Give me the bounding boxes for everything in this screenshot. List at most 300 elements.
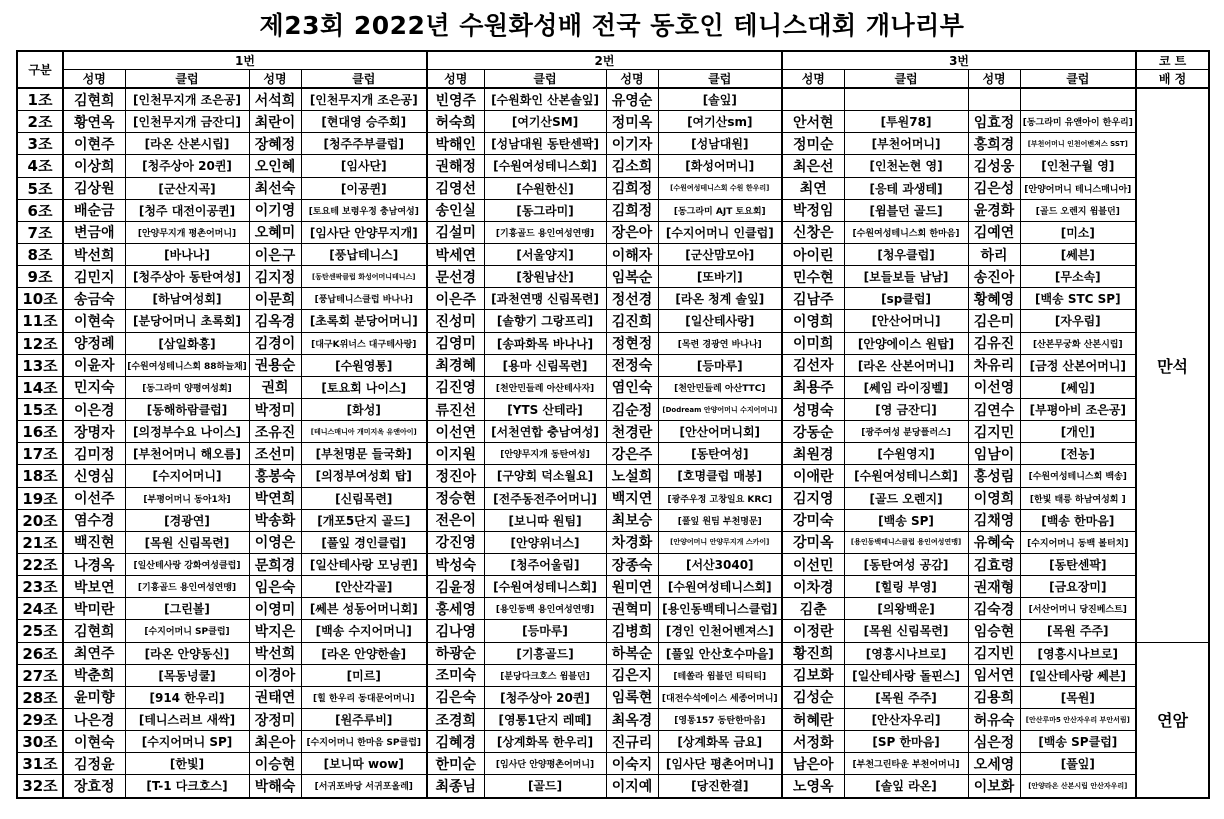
player-name-cell: 김희정 bbox=[606, 177, 658, 199]
player-name-cell: 윤경화 bbox=[968, 199, 1020, 221]
group-cell: 31조 bbox=[17, 753, 63, 775]
player-name-cell: 김경이 bbox=[249, 332, 301, 354]
player-name-cell: 서석희 bbox=[249, 88, 301, 111]
club-cell: [동탄여성 공감] bbox=[844, 553, 968, 575]
club-cell: [분당다크호스 윔블던] bbox=[484, 664, 606, 686]
table-row bbox=[17, 421, 1209, 443]
club-cell: [풀잎 경인클럽] bbox=[301, 531, 427, 553]
player-name-cell: 이보화 bbox=[968, 775, 1020, 798]
player-name-cell: 나은경 bbox=[63, 708, 125, 730]
player-name-cell: 김선자 bbox=[782, 354, 844, 376]
player-name-cell: 최경혜 bbox=[427, 354, 484, 376]
club-cell: [YTS 산테라] bbox=[484, 398, 606, 420]
club-cell: [수원한신] bbox=[484, 177, 606, 199]
club-cell: [동그라미 유앤아이 한우리] bbox=[1020, 111, 1136, 133]
player-name-cell: 김설미 bbox=[427, 221, 484, 243]
club-cell: [청주어울림] bbox=[484, 553, 606, 575]
club-cell: [풍납테니스클럽 바나나] bbox=[301, 288, 427, 310]
club-cell: [쎄븐 성동어머니회] bbox=[301, 598, 427, 620]
club-cell: [T-1 다크호스] bbox=[125, 775, 249, 798]
player-name-cell: 하복순 bbox=[606, 642, 658, 664]
club-cell: [영흥시나브로] bbox=[844, 642, 968, 664]
player-name-cell: 정미순 bbox=[782, 133, 844, 155]
table-row bbox=[17, 199, 1209, 221]
player-name-cell: 이기영 bbox=[249, 199, 301, 221]
player-name-cell: 한미순 bbox=[427, 753, 484, 775]
col-name: 성명 bbox=[249, 70, 301, 89]
player-name-cell: 배순금 bbox=[63, 199, 125, 221]
club-cell: [수원여성테니스회] bbox=[658, 576, 782, 598]
group-cell: 18조 bbox=[17, 465, 63, 487]
player-name-cell: 임서연 bbox=[968, 664, 1020, 686]
player-name-cell: 심은정 bbox=[968, 731, 1020, 753]
player-name-cell: 김은지 bbox=[606, 664, 658, 686]
club-cell: [라온 청계 솔잎] bbox=[658, 288, 782, 310]
club-cell: [원주루비] bbox=[301, 708, 427, 730]
player-name-cell: 이상희 bbox=[63, 155, 125, 177]
player-name-cell: 김남주 bbox=[782, 288, 844, 310]
group-cell: 27조 bbox=[17, 664, 63, 686]
club-cell: [안양무지개 동탄여성] bbox=[484, 443, 606, 465]
col-club: 클럽 bbox=[484, 70, 606, 89]
club-cell: [동그라미 양평여성회] bbox=[125, 376, 249, 398]
club-cell: [힐링 부영] bbox=[844, 576, 968, 598]
table-row bbox=[17, 376, 1209, 398]
club-cell: [투원78] bbox=[844, 111, 968, 133]
player-name-cell: 이현주 bbox=[63, 133, 125, 155]
player-name-cell: 조경희 bbox=[427, 708, 484, 730]
player-name-cell: 김영선 bbox=[427, 177, 484, 199]
player-name-cell: 장명자 bbox=[63, 421, 125, 443]
club-cell: [풀잎] bbox=[1020, 753, 1136, 775]
group-cell: 24조 bbox=[17, 598, 63, 620]
club-cell: [보니따 원팀] bbox=[484, 509, 606, 531]
club-cell: [수원여성테니스회 88하늘채] bbox=[125, 354, 249, 376]
player-name-cell: 이영희 bbox=[968, 487, 1020, 509]
player-name-cell: 이미희 bbox=[782, 332, 844, 354]
table-row bbox=[17, 708, 1209, 730]
player-name-cell: 이선연 bbox=[427, 421, 484, 443]
col-name: 성명 bbox=[63, 70, 125, 89]
player-name-cell: 최원경 bbox=[782, 443, 844, 465]
player-name-cell: 김지정 bbox=[249, 266, 301, 288]
club-cell: [라온 산본어머니] bbox=[844, 354, 968, 376]
player-name-cell: 홍봉숙 bbox=[249, 465, 301, 487]
club-cell bbox=[1020, 88, 1136, 111]
player-name-cell: 오세영 bbox=[968, 753, 1020, 775]
club-cell: [수원영지] bbox=[844, 443, 968, 465]
group-cell: 21조 bbox=[17, 531, 63, 553]
club-cell: [안양어머니 안양무지개 스카이] bbox=[658, 531, 782, 553]
club-cell: [목원 주주] bbox=[844, 686, 968, 708]
group-cell: 7조 bbox=[17, 221, 63, 243]
player-name-cell: 전은이 bbox=[427, 509, 484, 531]
club-cell: [수원여성테니스회] bbox=[484, 155, 606, 177]
club-cell: [용인동백 용인여성연맹] bbox=[484, 598, 606, 620]
club-cell: [수원여성테니스회 백송] bbox=[1020, 465, 1136, 487]
player-name-cell: 빈영주 bbox=[427, 88, 484, 111]
club-cell: [목원 신림목련] bbox=[844, 620, 968, 642]
club-cell: [동해하람클럽] bbox=[125, 398, 249, 420]
player-name-cell bbox=[782, 88, 844, 111]
group-cell: 13조 bbox=[17, 354, 63, 376]
club-cell: [부평아비 조은공] bbox=[1020, 398, 1136, 420]
club-cell: [안양에이스 원탑] bbox=[844, 332, 968, 354]
club-cell: [914 한우리] bbox=[125, 686, 249, 708]
club-cell: [백송 SP] bbox=[844, 509, 968, 531]
club-cell: [영통157 동탄한마음] bbox=[658, 708, 782, 730]
club-cell: [상계화목 한우리] bbox=[484, 731, 606, 753]
player-name-cell: 이선민 bbox=[782, 553, 844, 575]
table-row bbox=[17, 664, 1209, 686]
club-cell: [SP 한마음] bbox=[844, 731, 968, 753]
player-name-cell: 신영심 bbox=[63, 465, 125, 487]
player-name-cell: 권희 bbox=[249, 376, 301, 398]
player-name-cell: 김성웅 bbox=[968, 155, 1020, 177]
club-cell: [청주상아 20퀸] bbox=[484, 686, 606, 708]
player-name-cell: 홍세영 bbox=[427, 598, 484, 620]
player-name-cell: 황연옥 bbox=[63, 111, 125, 133]
club-cell: [기흥골드] bbox=[484, 642, 606, 664]
player-name-cell: 이기자 bbox=[606, 133, 658, 155]
club-cell: [인천무지개 금잔디] bbox=[125, 111, 249, 133]
club-cell: [동탄센팍] bbox=[1020, 553, 1136, 575]
group-cell: 32조 bbox=[17, 775, 63, 798]
table-row bbox=[17, 288, 1209, 310]
club-cell: [응테 과생테] bbox=[844, 177, 968, 199]
club-cell: [대전수석에이스 세종어머니] bbox=[658, 686, 782, 708]
player-name-cell: 김병희 bbox=[606, 620, 658, 642]
club-cell: [목원 주주] bbox=[1020, 620, 1136, 642]
group-cell: 20조 bbox=[17, 509, 63, 531]
group-cell: 10조 bbox=[17, 288, 63, 310]
table-row bbox=[17, 576, 1209, 598]
player-name-cell: 문희경 bbox=[249, 553, 301, 575]
club-cell: [송파화목 바나나] bbox=[484, 332, 606, 354]
club-cell: [목동넝쿨] bbox=[125, 664, 249, 686]
team2-header: 2번 bbox=[427, 51, 782, 70]
club-cell: [테쏠라 윔블던 티티티] bbox=[658, 664, 782, 686]
player-name-cell: 박보연 bbox=[63, 576, 125, 598]
player-name-cell: 강진영 bbox=[427, 531, 484, 553]
club-cell: [목원 신림목련] bbox=[125, 531, 249, 553]
table-row bbox=[17, 620, 1209, 642]
team1-header: 1번 bbox=[63, 51, 427, 70]
player-name-cell: 김미정 bbox=[63, 443, 125, 465]
table-row bbox=[17, 443, 1209, 465]
player-name-cell: 권용순 bbox=[249, 354, 301, 376]
group-header: 구분 bbox=[17, 51, 63, 88]
player-name-cell: 이영희 bbox=[782, 310, 844, 332]
player-name-cell: 이지예 bbox=[606, 775, 658, 798]
player-name-cell: 진규리 bbox=[606, 731, 658, 753]
player-name-cell: 황진희 bbox=[782, 642, 844, 664]
club-cell: [서울양지] bbox=[484, 243, 606, 265]
club-cell: [인천구월 영] bbox=[1020, 155, 1136, 177]
player-name-cell: 김채영 bbox=[968, 509, 1020, 531]
player-name-cell: 아이린 bbox=[782, 243, 844, 265]
player-name-cell: 이선주 bbox=[63, 487, 125, 509]
player-name-cell: 문선경 bbox=[427, 266, 484, 288]
group-cell: 28조 bbox=[17, 686, 63, 708]
group-cell: 23조 bbox=[17, 576, 63, 598]
court-assignment-second: 연암 bbox=[1136, 642, 1209, 797]
club-cell: [미르] bbox=[301, 664, 427, 686]
club-cell: [금정 산본어머니] bbox=[1020, 354, 1136, 376]
player-name-cell: 민수현 bbox=[782, 266, 844, 288]
player-name-cell: 최보승 bbox=[606, 509, 658, 531]
club-cell: [동탄여성] bbox=[658, 443, 782, 465]
table-row bbox=[17, 155, 1209, 177]
player-name-cell: 최연 bbox=[782, 177, 844, 199]
club-cell: [토요테 보령우정 충남여성] bbox=[301, 199, 427, 221]
player-name-cell: 남은아 bbox=[782, 753, 844, 775]
court-header-top: 코 트 bbox=[1136, 51, 1209, 70]
club-cell: [여기산SM] bbox=[484, 111, 606, 133]
club-cell: [풀잎 안산호수마을] bbox=[658, 642, 782, 664]
club-cell: [분당어머니 초록회] bbox=[125, 310, 249, 332]
player-name-cell: 차경화 bbox=[606, 531, 658, 553]
club-cell: [군산지곡] bbox=[125, 177, 249, 199]
club-cell: [골드 오렌지 윔블던] bbox=[1020, 199, 1136, 221]
club-cell: [솔향기 그랑프리] bbox=[484, 310, 606, 332]
player-name-cell: 노영옥 bbox=[782, 775, 844, 798]
club-cell: [부천어머니] bbox=[844, 133, 968, 155]
table-row bbox=[17, 598, 1209, 620]
club-cell: [인천무지개 조은공] bbox=[301, 88, 427, 111]
player-name-cell: 김지민 bbox=[968, 421, 1020, 443]
player-name-cell: 허유숙 bbox=[968, 708, 1020, 730]
player-name-cell: 김진희 bbox=[606, 310, 658, 332]
group-cell: 9조 bbox=[17, 266, 63, 288]
group-cell: 1조 bbox=[17, 88, 63, 111]
player-name-cell: 유영순 bbox=[606, 88, 658, 111]
player-name-cell: 송진아 bbox=[968, 266, 1020, 288]
club-cell: [수원여성테니스회 수원 한우리] bbox=[658, 177, 782, 199]
club-cell: [신림목련] bbox=[301, 487, 427, 509]
club-cell: [영통1단지 레떼] bbox=[484, 708, 606, 730]
col-club: 클럽 bbox=[658, 70, 782, 89]
table-row bbox=[17, 243, 1209, 265]
player-name-cell: 권해정 bbox=[427, 155, 484, 177]
player-name-cell: 정승현 bbox=[427, 487, 484, 509]
player-name-cell: 김유진 bbox=[968, 332, 1020, 354]
player-name-cell: 김숙경 bbox=[968, 598, 1020, 620]
court-header-bottom: 배 정 bbox=[1136, 70, 1209, 89]
club-cell: [일산테사랑 모닝퀸] bbox=[301, 553, 427, 575]
club-cell: [의정부여성회 탑] bbox=[301, 465, 427, 487]
player-name-cell: 황혜영 bbox=[968, 288, 1020, 310]
club-cell: [Dodream 안양어머니 수지어머니] bbox=[658, 398, 782, 420]
group-cell: 6조 bbox=[17, 199, 63, 221]
club-cell: [수지어머니] bbox=[125, 465, 249, 487]
group-cell: 30조 bbox=[17, 731, 63, 753]
club-cell: [테니스매니아 개미지옥 유앤아이] bbox=[301, 421, 427, 443]
club-cell: [수원여성테니스회 한마음] bbox=[844, 221, 968, 243]
club-cell: [성남대원] bbox=[658, 133, 782, 155]
group-cell: 26조 bbox=[17, 642, 63, 664]
player-name-cell: 김효령 bbox=[968, 553, 1020, 575]
player-name-cell: 진성미 bbox=[427, 310, 484, 332]
club-cell: [안산어머니] bbox=[844, 310, 968, 332]
player-name-cell: 민지숙 bbox=[63, 376, 125, 398]
player-name-cell: 노설희 bbox=[606, 465, 658, 487]
table-row bbox=[17, 310, 1209, 332]
club-cell bbox=[844, 88, 968, 111]
club-cell: [수지어머니 동백 볼터치] bbox=[1020, 531, 1136, 553]
club-cell: [수지어머니 SP] bbox=[125, 731, 249, 753]
player-name-cell bbox=[968, 88, 1020, 111]
club-cell: [백송 SP클럽] bbox=[1020, 731, 1136, 753]
table-row bbox=[17, 642, 1209, 664]
club-cell: [안산자우리] bbox=[844, 708, 968, 730]
player-name-cell: 김지영 bbox=[782, 487, 844, 509]
player-name-cell: 강은주 bbox=[606, 443, 658, 465]
player-name-cell: 이선영 bbox=[968, 376, 1020, 398]
club-cell: [수지어머니 한마음 SP클럽] bbox=[301, 731, 427, 753]
table-row bbox=[17, 88, 1209, 111]
player-name-cell: 임은숙 bbox=[249, 576, 301, 598]
club-cell: [당진한결] bbox=[658, 775, 782, 798]
player-name-cell: 김지빈 bbox=[968, 642, 1020, 664]
col-name: 성명 bbox=[968, 70, 1020, 89]
player-name-cell: 권재형 bbox=[968, 576, 1020, 598]
table-row bbox=[17, 266, 1209, 288]
table-row bbox=[17, 775, 1209, 798]
col-name: 성명 bbox=[606, 70, 658, 89]
player-name-cell: 이애란 bbox=[782, 465, 844, 487]
group-cell: 2조 bbox=[17, 111, 63, 133]
player-name-cell: 김희정 bbox=[606, 199, 658, 221]
club-cell: [라온 안양동신] bbox=[125, 642, 249, 664]
player-name-cell: 최용주 bbox=[782, 376, 844, 398]
club-cell: [골드] bbox=[484, 775, 606, 798]
club-cell: [전농] bbox=[1020, 443, 1136, 465]
player-name-cell: 김상원 bbox=[63, 177, 125, 199]
club-cell: [안양무지개 평촌어머니] bbox=[125, 221, 249, 243]
club-cell: [수원여성테니스회] bbox=[844, 465, 968, 487]
club-cell: [부천명문 들국화] bbox=[301, 443, 427, 465]
player-name-cell: 송인실 bbox=[427, 199, 484, 221]
player-name-cell: 전정숙 bbox=[606, 354, 658, 376]
player-name-cell: 백진현 bbox=[63, 531, 125, 553]
club-cell: [금요장미] bbox=[1020, 576, 1136, 598]
club-cell: [수지어머니 SP클럽] bbox=[125, 620, 249, 642]
club-cell: [등마루] bbox=[484, 620, 606, 642]
club-cell: [한빛 태릉 하남여성회 ] bbox=[1020, 487, 1136, 509]
club-cell: [군산맘모아] bbox=[658, 243, 782, 265]
player-name-cell: 박성숙 bbox=[427, 553, 484, 575]
club-cell: [수원영통] bbox=[301, 354, 427, 376]
club-cell: [기흥골드 용인여성연맹] bbox=[484, 221, 606, 243]
player-name-cell: 조선미 bbox=[249, 443, 301, 465]
club-cell: [목련 경광연 바나나] bbox=[658, 332, 782, 354]
player-name-cell: 김나영 bbox=[427, 620, 484, 642]
player-name-cell: 이해자 bbox=[606, 243, 658, 265]
club-cell: [쎄임] bbox=[1020, 376, 1136, 398]
player-name-cell: 하리 bbox=[968, 243, 1020, 265]
player-name-cell: 김성순 bbox=[782, 686, 844, 708]
player-name-cell: 이승현 bbox=[249, 753, 301, 775]
club-cell: [인천논현 영] bbox=[844, 155, 968, 177]
player-name-cell: 박정미 bbox=[249, 398, 301, 420]
player-name-cell: 박미란 bbox=[63, 598, 125, 620]
club-cell: [이공퀸] bbox=[301, 177, 427, 199]
player-name-cell: 정선경 bbox=[606, 288, 658, 310]
player-name-cell: 김윤정 bbox=[427, 576, 484, 598]
club-cell: [부평어머니 동아1차] bbox=[125, 487, 249, 509]
club-cell: [안양어머니 테니스매니아] bbox=[1020, 177, 1136, 199]
table-row bbox=[17, 531, 1209, 553]
club-cell: [청우클럽] bbox=[844, 243, 968, 265]
player-name-cell: 임효정 bbox=[968, 111, 1020, 133]
player-name-cell: 나경옥 bbox=[63, 553, 125, 575]
club-cell: [서귀포바당 서귀포올레] bbox=[301, 775, 427, 798]
player-name-cell: 최은선 bbox=[782, 155, 844, 177]
player-name-cell: 최연주 bbox=[63, 642, 125, 664]
player-name-cell: 김춘 bbox=[782, 598, 844, 620]
player-name-cell: 송금숙 bbox=[63, 288, 125, 310]
club-cell: [그린볼] bbox=[125, 598, 249, 620]
club-cell: [천안민들레 아산테사자] bbox=[484, 376, 606, 398]
club-cell: [개포5단지 골드] bbox=[301, 509, 427, 531]
club-cell: [테니스러브 새싹] bbox=[125, 708, 249, 730]
club-cell: [삼일화홍] bbox=[125, 332, 249, 354]
player-name-cell: 김용희 bbox=[968, 686, 1020, 708]
club-cell: [과천연맹 신림목련] bbox=[484, 288, 606, 310]
player-name-cell: 김예연 bbox=[968, 221, 1020, 243]
col-name: 성명 bbox=[782, 70, 844, 89]
club-cell: [자우림] bbox=[1020, 310, 1136, 332]
player-name-cell: 김보화 bbox=[782, 664, 844, 686]
player-name-cell: 허숙희 bbox=[427, 111, 484, 133]
club-cell: [안산루마5 안산자우리 부안서림] bbox=[1020, 708, 1136, 730]
player-name-cell: 최은아 bbox=[249, 731, 301, 753]
club-cell: [대구K위너스 대구테사랑] bbox=[301, 332, 427, 354]
player-name-cell: 허혜란 bbox=[782, 708, 844, 730]
club-cell: [보니따 wow] bbox=[301, 753, 427, 775]
club-cell: [동그라미] bbox=[484, 199, 606, 221]
player-name-cell: 장혜정 bbox=[249, 133, 301, 155]
club-cell: [한빛] bbox=[125, 753, 249, 775]
roster-body bbox=[17, 88, 1209, 798]
player-name-cell: 김영미 bbox=[427, 332, 484, 354]
club-cell: [라온 안양한솔] bbox=[301, 642, 427, 664]
group-cell: 14조 bbox=[17, 376, 63, 398]
club-cell: [수원여성테니스회] bbox=[484, 576, 606, 598]
player-name-cell: 홍희경 bbox=[968, 133, 1020, 155]
player-name-cell: 이현숙 bbox=[63, 731, 125, 753]
club-cell: [청주 대전이공퀸] bbox=[125, 199, 249, 221]
player-name-cell: 권혁미 bbox=[606, 598, 658, 620]
table-row bbox=[17, 553, 1209, 575]
group-cell: 17조 bbox=[17, 443, 63, 465]
player-name-cell: 김옥경 bbox=[249, 310, 301, 332]
club-cell: [임사단] bbox=[301, 155, 427, 177]
player-name-cell: 김정윤 bbox=[63, 753, 125, 775]
player-name-cell: 김혜경 bbox=[427, 731, 484, 753]
table-row bbox=[17, 686, 1209, 708]
player-name-cell: 장정미 bbox=[249, 708, 301, 730]
club-cell: [현대영 승주회] bbox=[301, 111, 427, 133]
club-cell: [서산어머니 당진베스트] bbox=[1020, 598, 1136, 620]
club-cell: [미소] bbox=[1020, 221, 1136, 243]
table-row bbox=[17, 487, 1209, 509]
club-cell: [부천그린타운 부천어머니] bbox=[844, 753, 968, 775]
club-cell: [라온 산본시립] bbox=[125, 133, 249, 155]
table-row bbox=[17, 177, 1209, 199]
player-name-cell: 조미숙 bbox=[427, 664, 484, 686]
